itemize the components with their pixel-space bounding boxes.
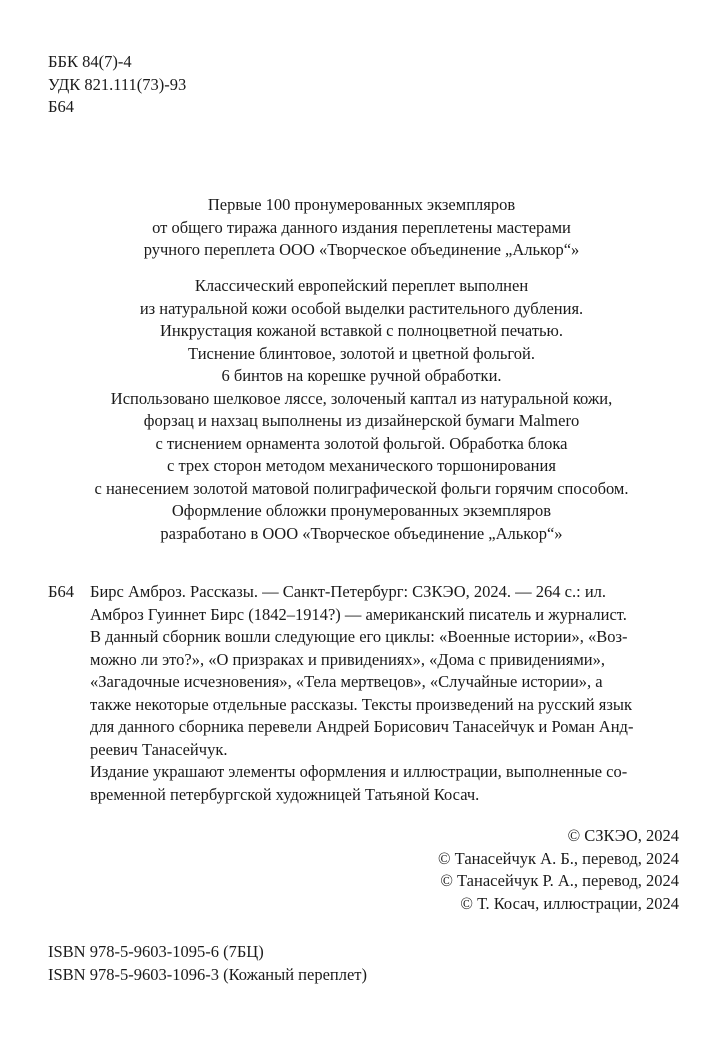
binding-line: Использовано шелковое ляссе, золоченый каптал из натуральной кожи, (110, 388, 613, 408)
biblio-line: временной петербургской художницей Татьяной Косач. (90, 784, 480, 804)
binding-line: разработано в ООО «Творческое объединение „Алькор“» (160, 523, 563, 543)
biblio-line: можно ли это?», «О призраках и привидениях», «Дома с привидениями», (90, 649, 605, 669)
binding-line: с нанесением золотой матовой полиграфической фольги горячим способом. (94, 478, 629, 498)
biblio-line: также некоторые отдельные рассказы. Тексты произведений на русский язык (90, 694, 632, 714)
binding-line: Оформление обложки пронумерованных экземпляров (171, 501, 552, 520)
biblio-line: реевич Танасейчук. (90, 739, 228, 759)
binding-description (40, 275, 683, 545)
biblio-line: Амброз Гуиннет Бирс (1842–1914?) — американский писатель и журналист. (90, 604, 627, 624)
isbn-line: ISBN 978-5-9603-1096-3 (Кожаный переплет) (48, 964, 368, 984)
binding-line: из натуральной кожи особой выделки растительного дубления. (139, 298, 584, 318)
limited-intro-line: от общего тиража данного издания переплетены мастерами (152, 217, 571, 237)
limited-intro-line: Первые 100 пронумерованных экземпляров (207, 195, 516, 214)
biblio-line: В данный сборник вошли следующие его циклы: «Военные истории», «Воз- (90, 627, 628, 646)
biblio-line: Издание украшают элементы оформления и иллюстрации, выполненные со- (90, 762, 628, 781)
copyright-line: © Танасейчук А. Б., перевод, 2024 (437, 848, 679, 868)
biblio-line: Бирс Амброз. Рассказы. — Санкт-Петербург: СЗКЭО, 2024. — 264 с.: ил. (90, 582, 607, 601)
biblio-index: Б64 (48, 582, 74, 601)
biblio-first-line (48, 581, 688, 604)
copyright-line: © Т. Косач, иллюстрации, 2024 (460, 893, 679, 913)
binding-line: Тиснение блинтовое, золотой и цветной фольгой. (188, 343, 535, 363)
limited-intro-line: ручного переплета ООО «Творческое объединение „Алькор“» (143, 240, 580, 259)
binding-line: форзац и нахзац выполнены из дизайнерской бумаги Malmero (143, 411, 580, 430)
binding-line: Классический европейский переплет выполнен (194, 276, 529, 295)
bbk-code: ББК 84(7)-4 (48, 52, 132, 71)
udk-code: УДК 821.111(73)-93 (48, 74, 187, 94)
isbn-line: ISBN 978-5-9603-1095-6 (7БЦ) (48, 942, 264, 961)
isbn-block (48, 941, 367, 986)
limited-edition-intro (40, 194, 683, 262)
biblio-line: «Загадочные исчезновения», «Тела мертвецов», «Случайные истории», а (90, 672, 603, 691)
classification-codes (48, 51, 186, 119)
biblio-line: для данного сборника перевели Андрей Борисович Танасейчук и Роман Анд- (90, 717, 634, 736)
author-mark: Б64 (48, 97, 74, 116)
copyright-line: © Танасейчук Р. А., перевод, 2024 (440, 871, 679, 890)
bibliographic-record (48, 581, 688, 806)
binding-line: с тиснением орнамента золотой фольгой. Обработка блока (155, 433, 568, 453)
binding-line: с трех сторон методом механического торшонирования (167, 456, 556, 475)
binding-line: 6 бинтов на корешке ручной обработки. (221, 366, 502, 385)
binding-line: Инкрустация кожаной вставкой с полноцветной печатью. (159, 321, 564, 340)
copyright-block (438, 825, 679, 915)
copyright-line: © СЗКЭО, 2024 (567, 826, 679, 845)
